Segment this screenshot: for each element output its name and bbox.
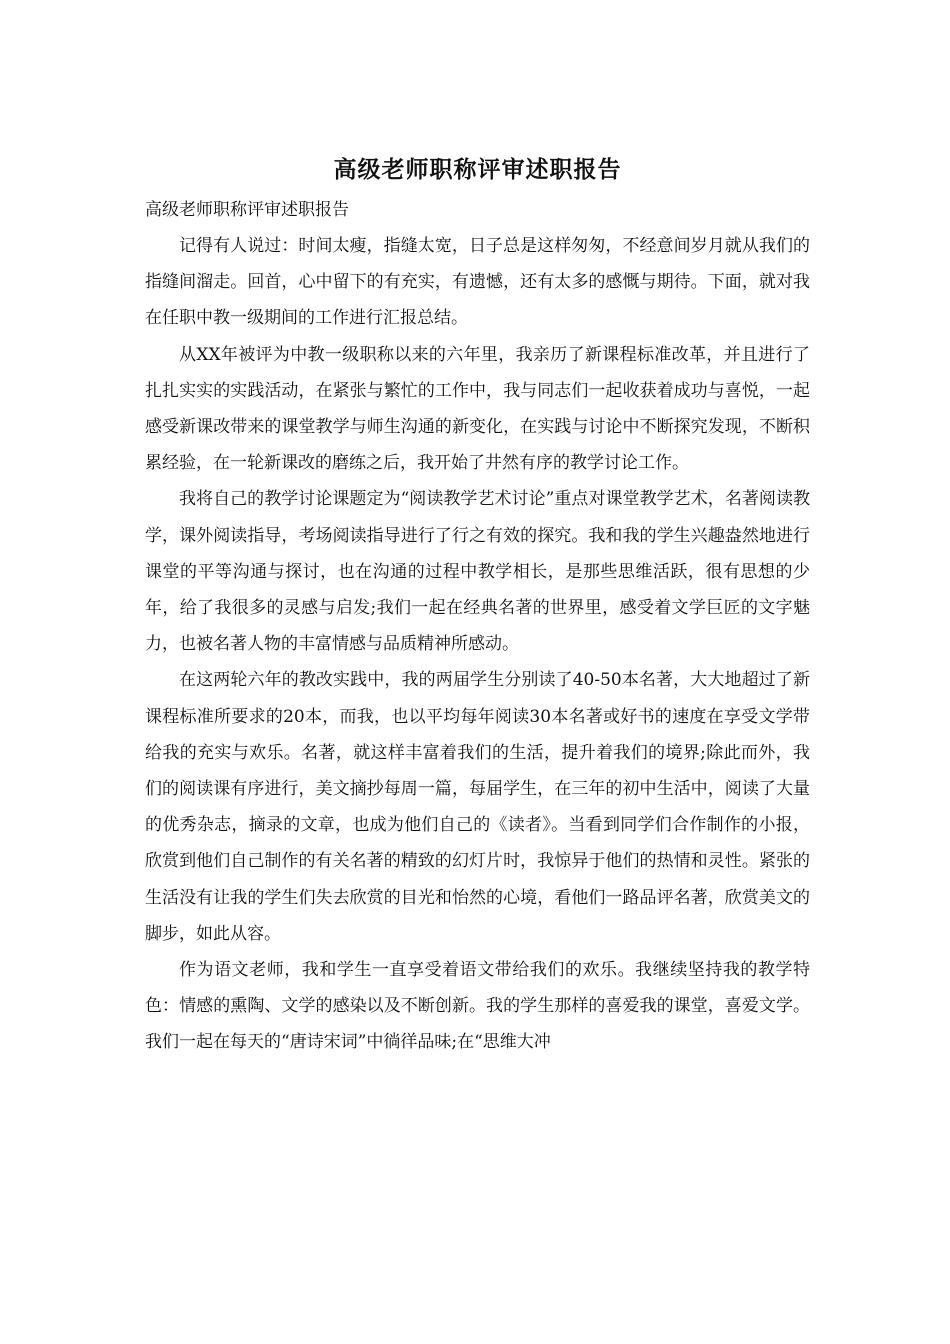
paragraph-2: 从XX年被评为中教一级职称以来的六年里，我亲历了新课程标准改革，并且进行了扎扎实实的实践活动，在紧张与繁忙的工作中，我与同志们一起收获着成功与喜悦，一起感受新课改带来的课堂教学与师生沟通的新变化，在实践与讨论中不断探究发现，不断积累经验，在一轮新课改的磨练之后，我开始了井然有序的教学讨论工作。 <box>145 344 810 474</box>
document-subtitle: 高级老师职称评审述职报告 <box>145 200 349 220</box>
paragraph-3: 我将自己的教学讨论课题定为“阅读教学艺术讨论”重点对课堂教学艺术，名著阅读教学，课外阅读指导，考场阅读指导进行了行之有效的探究。我和我的学生兴趣盎然地进行课堂的平等沟通与探讨，也在沟通的过程中教学相长，是那些思维活跃，很有思想的少年，给了我很多的灵感与启发;我们一起在经典名著的世界里，感受着文学巨匠的文字魅力，也被名著人物的丰富情感与品质精神所感动。 <box>145 489 810 655</box>
document-title: 高级老师职称评审述职报告 <box>333 156 622 183</box>
paragraph-5: 作为语文老师，我和学生一直享受着语文带给我们的欢乐。我继续坚持我的教学特色：情感的熏陶、文学的感染以及不断创新。我的学生那样的喜爱我的课堂，喜爱文学。我们一起在每天的“唐诗宋词”中徜徉品味;在“思维大冲 <box>145 960 810 1053</box>
document-page <box>145 150 810 1061</box>
paragraph-4: 在这两轮六年的教改实践中，我的两届学生分别读了40-50本名著，大大地超过了新课程标准所要求的20本，而我，也以平均每年阅读30本名著或好书的速度在享受文学带给我的充实与欢乐。名著，就这样丰富着我们的生活，提升着我们的境界;除此而外，我们的阅读课有序进行，美文摘抄每周一篇，每届学生，在三年的初中生活中，阅读了大量的优秀杂志，摘录的文章，也成为他们自己的《读者》。当看到同学们合作制作的小报，欣赏到他们自己制作的有关名著的精致的幻灯片时，我惊异于他们的热情和灵性。紧张的生活没有让我的学生们失去欣赏的目光和怡然的心境，看他们一路品评名著，欣赏美文的脚步，如此从容。 <box>145 670 810 944</box>
paragraph-1: 记得有人说过：时间太瘦，指缝太宽，日子总是这样匆匆，不经意间岁月就从我们的指缝间溜走。回首，心中留下的有充实，有遗憾，还有太多的感慨与期待。下面，就对我在任职中教一级期间的工作进行汇报总结。 <box>145 236 810 329</box>
